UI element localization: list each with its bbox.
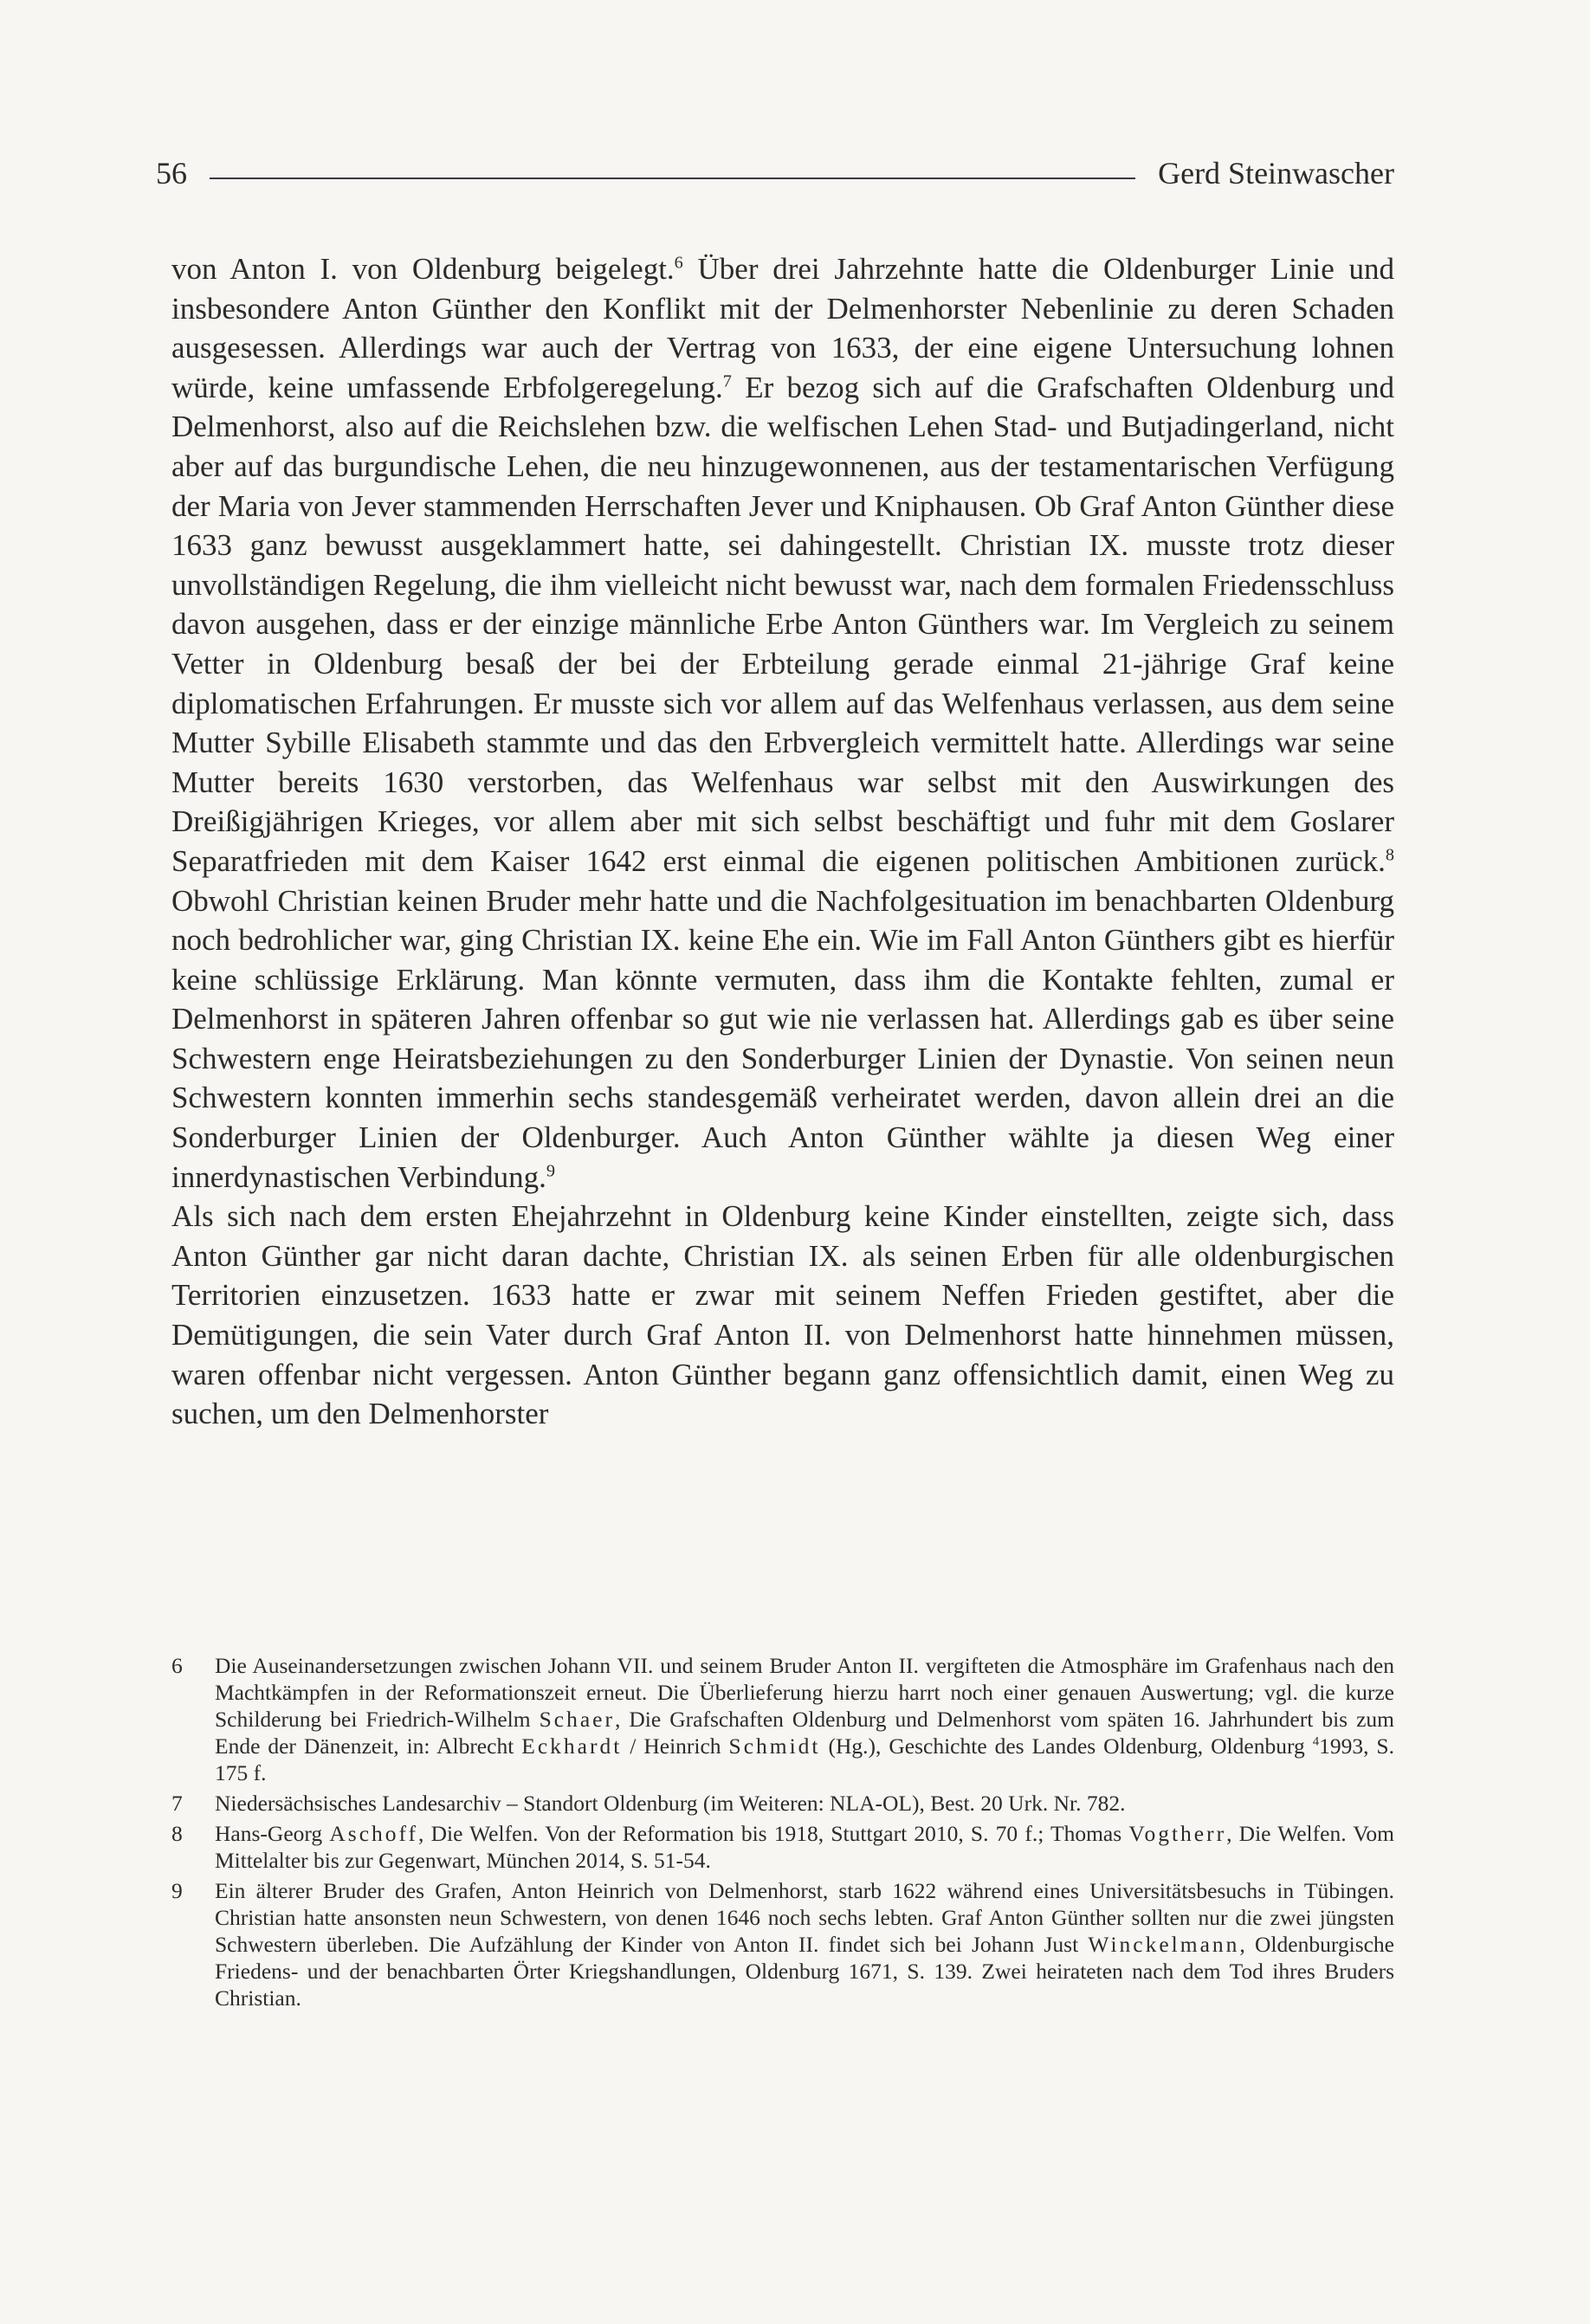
paragraph-1 (171, 249, 1394, 1197)
text-run: Die Auseinandersetzungen zwischen Johann VII. und seinem Bruder Anton II. vergifteten die Atmosphäre im Grafenhaus nach den Machtkämpfen in der Reformationszeit erneut. Die Überlieferung hierzu harrt noch einer genauen Auswertung; vgl. die kurze Schilderung bei Friedrich-Wilhelm (215, 1653, 1394, 1732)
footnote-ref-6[interactable]: 6 (674, 253, 683, 273)
footnote-text (215, 1820, 1394, 1874)
footnote-ref-7[interactable]: 7 (722, 371, 732, 391)
header-rule (210, 178, 1135, 179)
footnote-ref-9[interactable]: 9 (546, 1161, 556, 1180)
text-run: , Oldenburgische Friedens- und der benachbarten Örter Kriegshandlungen, Oldenburg 1671, S. 139. Zwei heirateten nach dem Tod ihres Bruders Christian. (215, 1932, 1395, 2011)
footnote-8 (171, 1820, 1394, 1874)
paragraph-2: Als sich nach dem ersten Ehejahrzehnt in Oldenburg keine Kinder einstellten, zeigte sich, dass Anton Günther gar nicht daran dachte, Christian IX. als seinen Erben für alle oldenburgischen Territorien einzusetzen. 1633 hatte er zwar mit seinem Neffen Frieden gestiftet, aber die Demütigungen, die sein Vater durch Graf Anton II. von Delmenhorst hatte hinnehmen müssen, waren offenbar nicht vergessen. Anton Günther begann ganz offensichtlich damit, einen Weg zu suchen, um den Delmenhorster (171, 1199, 1394, 1431)
footnote-6 (171, 1652, 1394, 1786)
text-run: (Hg.), Geschichte des Landes Oldenburg, Oldenburg (820, 1733, 1313, 1759)
author-name: Winckelmann (1088, 1932, 1240, 1957)
text-run: Er bezog sich auf die Grafschaften Oldenburg und Delmenhorst, also auf die Reichslehen bzw. die welfischen Lehen Stad- und Butjadingerland, nicht aber auf das burgundische Lehen, die neu hinzugewonnenen, aus der testamentarischen Verfügung der Maria von Jever stammenden Herrschaften Jever und Kniphausen. Ob Graf Anton Günther diese 1633 ganz bewusst ausgeklammert hatte, sei dahingestellt. Christian IX. musste trotz dieser unvollständigen Regelung, die ihm vielleicht nicht bewusst war, nach dem formalen Friedensschluss davon ausgehen, dass er der einzige männliche Erbe Anton Günthers war. Im Vergleich zu seinem Vetter in Oldenburg besaß der bei der Erbteilung gerade einmal 21-jährige Graf keine diplomatischen Erfahrungen. Er musste sich vor allem auf das Welfenhaus verlassen, aus dem seine Mutter Sybille Elisabeth stammte und das den Erbvergleich vermittelt hatte. Allerdings war seine Mutter bereits 1630 verstorben, das Welfenhaus war selbst mit den Auswirkungen des Dreißigjährigen Krieges, vor allem aber mit sich selbst beschäftigt und fuhr mit dem Goslarer Separatfrieden mit dem Kaiser 1642 erst einmal die eigenen politischen Ambitionen zurück. (171, 370, 1395, 878)
text-run: / Heinrich (622, 1733, 729, 1759)
footnote-text (215, 1877, 1394, 2011)
text-run: 1993, S. 175 f. (215, 1733, 1394, 1785)
author-name: Schaer (539, 1707, 615, 1732)
footnote-number: 8 (171, 1821, 183, 1846)
text-run: Hans-Georg (215, 1821, 330, 1846)
text-run: Obwohl Christian keinen Bruder mehr hatte und die Nachfolgesituation im benachbarten Oldenburg noch bedrohlicher war, ging Christian IX. keine Ehe ein. Wie im Fall Anton Günthers gibt es hierfür keine schlüssige Erklärung. Man könnte vermuten, dass ihm die Kontakte fehlten, zumal er Delmenhorst in späteren Jahren offenbar so gut wie nie verlassen hat. Allerdings gab es über seine Schwestern enge Heiratsbeziehungen zu den Sonderburger Linien der Dynastie. Von seinen neun Schwestern konnten immerhin sechs standesgemäß verheiratet werden, davon allein drei an die Sonderburger Linien der Oldenburger. Auch Anton Günther wählte ja diesen Weg einer innerdynastischen Verbindung. (171, 883, 1394, 1194)
footnote-number: 9 (171, 1878, 183, 1903)
text-run: , Die Welfen. Vom Mittelalter bis zur Gegenwart, München 2014, S. 51-54. (215, 1821, 1395, 1873)
text-run: Über drei Jahrzehnte hatte die Oldenburger Linie und insbesondere Anton Günther den Konflikt mit der Delmenhorster Nebenlinie zu deren Schaden ausgesessen. Allerdings war auch der Vertrag von 1633, der eine eigene Untersuchung lohnen würde, keine umfassende Erbfolgeregelung. (171, 252, 1394, 404)
author-name: Eckhardt (521, 1733, 623, 1759)
footnote-ref-8[interactable]: 8 (1385, 845, 1394, 865)
footnote-9 (171, 1877, 1394, 2011)
footnote-text: Niedersächsisches Landesarchiv – Standort Oldenburg (im Weiteren: NLA-OL), Best. 20 Urk. Nr. 782. (215, 1791, 1126, 1816)
running-head-author: Gerd Steinwascher (1158, 156, 1394, 190)
footnotes (171, 1652, 1394, 2015)
footnote-number: 6 (171, 1653, 183, 1678)
text-run: Ein älterer Bruder des Grafen, Anton Heinrich von Delmenhorst, starb 1622 während eines Universitätsbesuchs in Tübingen. Christian hatte ansonsten neun Schwestern, von denen 1646 noch sechs lebten. Graf Anton Günther sollten nur die zwei jüngsten Schwestern überleben. Die Aufzählung der Kinder von Anton II. findet sich bei Johann Just (215, 1878, 1394, 1957)
main-text (171, 249, 1394, 1434)
text-run: von Anton I. von Oldenburg beigelegt. (171, 252, 675, 286)
footnote-number: 7 (171, 1791, 183, 1816)
footnote-text (215, 1652, 1394, 1786)
author-name: Vogtherr (1128, 1821, 1227, 1846)
author-name: Schmidt (728, 1733, 821, 1759)
author-name: Aschoff (329, 1821, 419, 1846)
edition-superscript: 4 (1312, 1734, 1320, 1749)
footnote-7 (171, 1790, 1394, 1817)
page-number: 56 (156, 156, 187, 190)
text-run: , Die Welfen. Von der Reformation bis 1918, Stuttgart 2010, S. 70 f.; Thomas (418, 1821, 1129, 1846)
text-run: , Die Grafschaften Oldenburg und Delmenhorst vom späten 16. Jahrhundert bis zum Ende der Dänenzeit, in: Albrecht (215, 1707, 1394, 1759)
running-header (156, 147, 1394, 199)
